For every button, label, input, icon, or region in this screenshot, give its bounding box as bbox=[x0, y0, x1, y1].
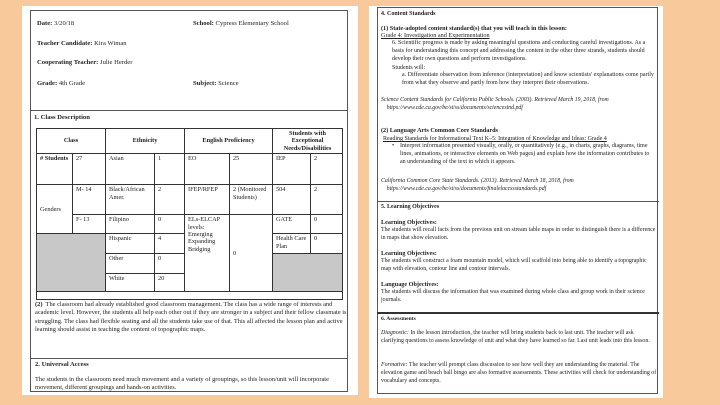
table-cell: Asian bbox=[106, 154, 155, 185]
table-cell: 1 bbox=[155, 154, 185, 185]
grade-field bbox=[37, 80, 85, 88]
standards-2-title: (2) Language Arts Common Core Standards bbox=[381, 127, 498, 134]
section-5-title: 5. Learning Objectives bbox=[381, 204, 440, 210]
diagnostic-assessment bbox=[381, 330, 657, 346]
grade-value: 4th Grade bbox=[58, 80, 85, 87]
table-cell: 2 (Monitored Students) bbox=[230, 185, 273, 215]
table-cell: White bbox=[106, 274, 155, 292]
bullet-text: Interpret information presented visually, orally, or quantitatively (e.g., in charts, graphs, diagrams, time lines, animations, or interactive elements on Web pages) and explain how the information contributes to an understanding of the text in which it appears. bbox=[400, 143, 650, 165]
section-4-title: 4. Content Standards bbox=[381, 11, 436, 17]
divider bbox=[377, 201, 659, 202]
blank-row bbox=[37, 292, 343, 300]
school-value: Cypress Elementary School bbox=[215, 20, 289, 27]
table-cell: M- 14 bbox=[73, 185, 106, 215]
citation-url[interactable]: https://www.cde.ca.gov/be/st/ss/documents/sciencestnd.pdf bbox=[386, 104, 523, 111]
coop-field bbox=[37, 59, 132, 67]
table-cell: 2 bbox=[155, 185, 185, 215]
header-ethnicity: Ethnicity bbox=[106, 129, 185, 154]
table-cell: 2 bbox=[311, 154, 343, 185]
table-cell: ELs-ELCAP levels: Emerging Expanding Bridging bbox=[185, 215, 230, 292]
learning-objective-1-label: Learning Objectives: bbox=[381, 219, 437, 226]
table-cell: IEP bbox=[273, 154, 311, 185]
teacher-value: Kira Wiman bbox=[94, 40, 127, 47]
standards-1-subtitle: Grade 4: Investigation and Experimentation bbox=[381, 32, 490, 39]
citation-url[interactable]: https://www.cde.ca.gov/be/st/ss/documents/finalelaccssstandards.pdf bbox=[386, 185, 547, 192]
standards-1-citation bbox=[381, 97, 659, 113]
table-cell: 0 bbox=[155, 215, 185, 234]
divider bbox=[377, 312, 659, 314]
divider bbox=[31, 110, 348, 111]
table-cell: # Students bbox=[37, 154, 73, 185]
subject-value: Science bbox=[218, 80, 239, 87]
shaded-cell bbox=[273, 254, 343, 292]
learning-objective-2: The students will construct a foam mountain model, which will scaffold into being able to identify a topographic map with elevation, contour line and contour intervals. bbox=[381, 258, 647, 272]
table-cell: Black/African Amer. bbox=[106, 185, 155, 215]
standards-2-bullet bbox=[392, 143, 654, 166]
school-field bbox=[193, 20, 289, 28]
bullet-icon: • bbox=[392, 143, 395, 149]
coop-label: Cooperating Teacher: bbox=[37, 59, 99, 66]
table-cell: 0 bbox=[155, 254, 185, 274]
citation-text: Science Content Standards for California Public Schools. (2003). Retrieved March 19, 2018, from bbox=[381, 97, 609, 103]
section-1-title: 1. Class Description bbox=[34, 114, 90, 121]
para-number: (2) bbox=[35, 301, 43, 308]
table-cell: 25 bbox=[230, 154, 273, 185]
table-cell: Genders bbox=[37, 185, 73, 234]
diagnostic-label: Diagnostic: bbox=[381, 330, 409, 336]
universal-access-text: The students in the classroom need much movement and a variety of groupings, so this lesson/unit will incorporate movement, different groupings and hands-on activities. bbox=[35, 376, 329, 392]
grade-label: Grade: bbox=[37, 80, 58, 87]
table-cell: 0 bbox=[311, 215, 343, 234]
table-cell: Other bbox=[106, 254, 155, 274]
header-english-proficiency: English Proficiency bbox=[185, 129, 273, 154]
formative-label: Formative: bbox=[381, 362, 408, 368]
coop-value: Julie Herder bbox=[100, 59, 133, 66]
language-objective-label: Language Objectives: bbox=[381, 281, 439, 288]
learning-objective-1: The students will recall facts from the previous unit on stream table maps in order to distinguish there is a difference in maps that show elevation. bbox=[381, 227, 656, 241]
date-value: 3/20/18 bbox=[54, 20, 75, 27]
table-cell: F- 13 bbox=[73, 215, 106, 234]
table-cell: 504 bbox=[273, 185, 311, 215]
table-cell: EO bbox=[185, 154, 230, 185]
citation-text: California Common Core State Standards. (2013). Retrieved March 18, 2018, from bbox=[381, 178, 574, 184]
header-class: Class bbox=[37, 129, 106, 154]
standards-1-item-a: a. Differentiate observation from inference (interpretation) and know scientists' explanations come partly from what they observe and partly from how they interpret their observations. bbox=[402, 72, 654, 86]
subject-label: Subject: bbox=[193, 80, 217, 87]
table-cell: Filipino bbox=[106, 215, 155, 234]
table-cell: 27 bbox=[73, 154, 106, 185]
teacher-field bbox=[37, 40, 127, 48]
teacher-label: Teacher Candidate: bbox=[37, 40, 93, 47]
table-cell: 2 bbox=[311, 185, 343, 215]
header-exceptional-needs: Students with Exceptional Needs/Disabilities bbox=[273, 129, 343, 154]
class-description-table bbox=[36, 128, 343, 300]
table-cell: 0 bbox=[230, 215, 273, 292]
table-cell: 4 bbox=[155, 234, 185, 254]
class-description-paragraph bbox=[35, 301, 347, 334]
students-will-label: Students will: bbox=[392, 65, 426, 71]
section-6-title: 6. Assessments bbox=[381, 316, 416, 322]
section-2-title: 2. Universal Access bbox=[35, 361, 89, 368]
divider bbox=[31, 358, 348, 359]
table-cell: IFEP/RFEP bbox=[185, 185, 230, 215]
shaded-cell bbox=[37, 234, 106, 292]
table-cell: GATE bbox=[273, 215, 311, 234]
school-label: School: bbox=[193, 20, 214, 27]
standards-1-text: 6. Scientific progress is made by asking meaningful questions and conducting careful investigations. As a basis for understanding this concept and addressing the content in the other three strands, students should develop their own questions and perform investigations. bbox=[392, 40, 646, 62]
date-label: Date: bbox=[37, 20, 53, 27]
para-text: The classroom had already established good classroom management. The class has a wide range of interests and academic level. However, the students all help each other out if they are stronger in a subject and their fellow classmate is struggling. The class had flexible seating and all the students take use of that. This all affected the lesson plan and active learning should assist in teaching the content of topographic maps. bbox=[35, 301, 347, 333]
table-cell: 0 bbox=[311, 234, 343, 254]
language-objective: The students will discuss the information that was examined during whole class and group work in their science journals. bbox=[381, 289, 645, 303]
standards-1-title: (1) State-adopted content standard(s) that you will teach in this lesson: bbox=[381, 25, 567, 32]
subject-field bbox=[193, 80, 239, 88]
standards-2-subtitle: Reading Standards for Informational Text K–5: Integration of Knowledge and Ideas: Grade 4 bbox=[383, 136, 607, 142]
standards-2-citation bbox=[381, 178, 659, 194]
learning-objective-2-label: Learning Objectives: bbox=[381, 250, 437, 257]
diagnostic-text: In the lesson introduction, the teacher will bring students back to last unit. The teacher will ask clarifying questions to assess knowledge of unit and what they have learned so far. Last unit leads into this lesson. bbox=[381, 330, 650, 344]
formative-assessment bbox=[381, 362, 657, 385]
table-cell: Health Care Plan bbox=[273, 234, 311, 254]
table-cell: Hispanic bbox=[106, 234, 155, 254]
date-field bbox=[37, 20, 74, 28]
formative-text: The teacher will prompt class discussion to see how well they are understanding the material. The elevation game and beach ball bingo are also formative assessments. These activities will check for understanding of vocabulary and concepts. bbox=[381, 362, 657, 384]
table-cell: 20 bbox=[155, 274, 185, 292]
